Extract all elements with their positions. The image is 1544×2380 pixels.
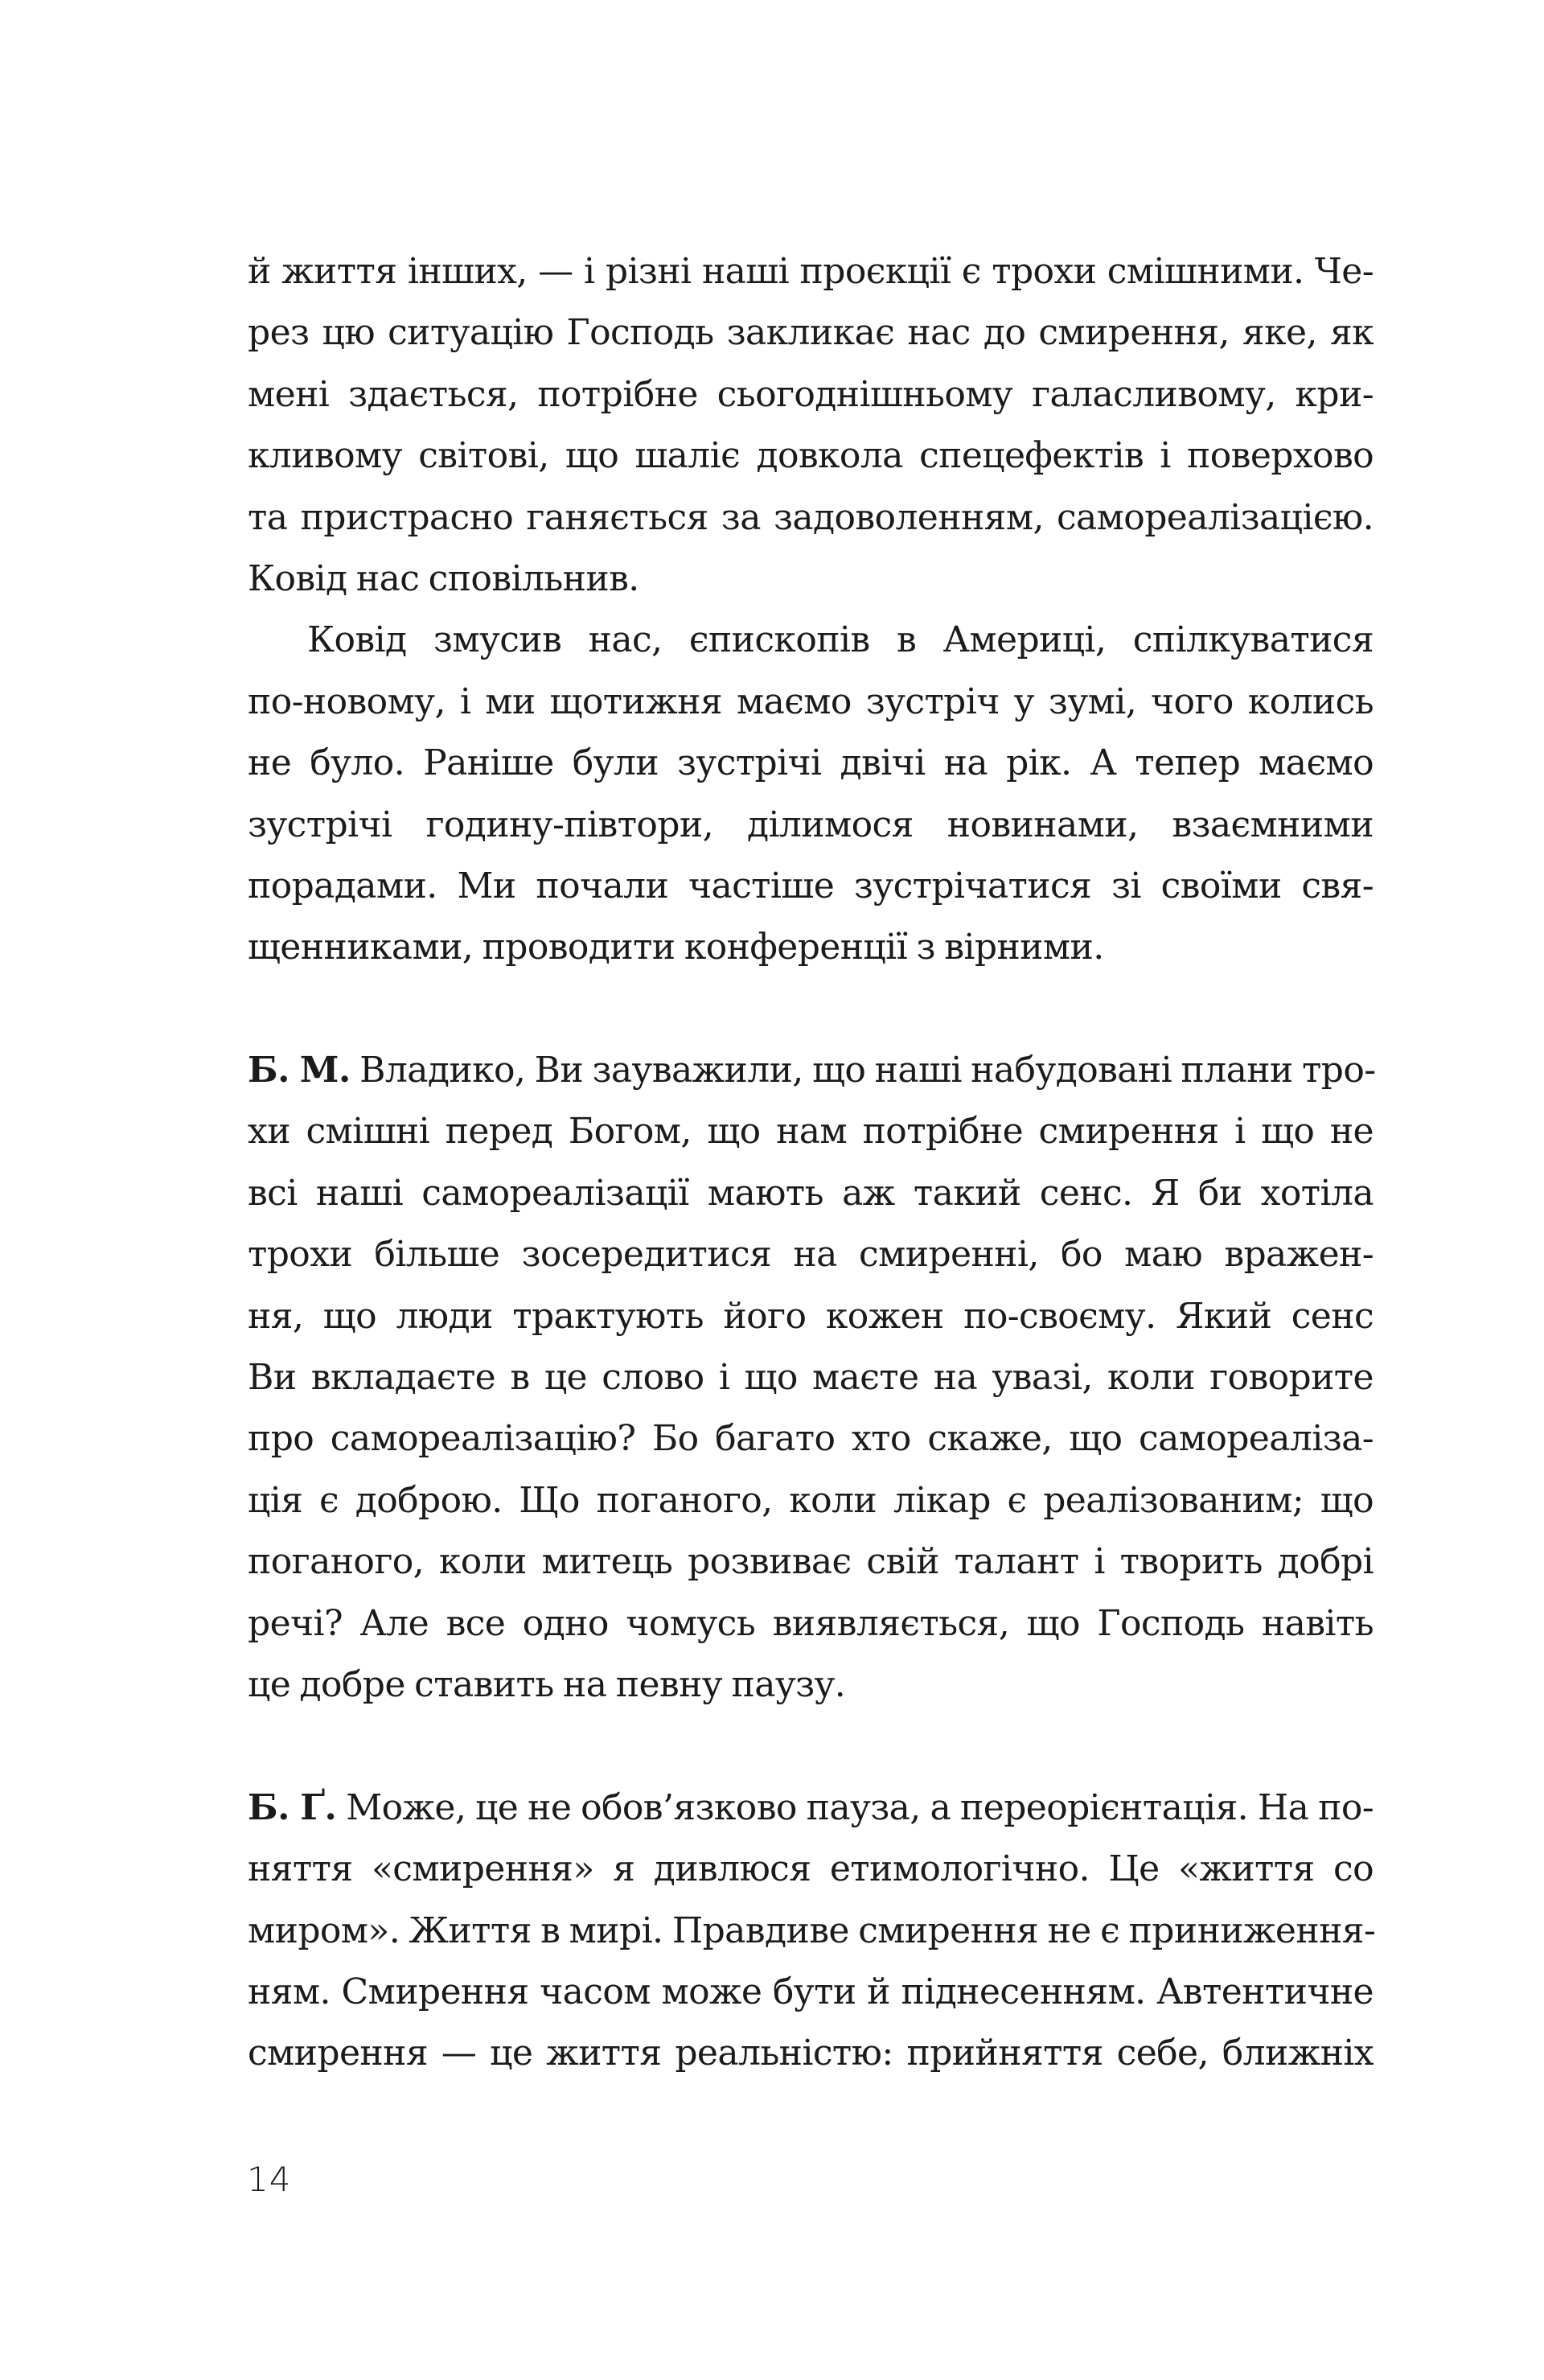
speaker-label: Б. Ґ. <box>248 1786 337 1828</box>
text-line: хи смішні перед Богом, що нам потрібне смирення і що не <box>248 1111 1374 1153</box>
text-line: Ковід нас сповільнив. <box>248 557 639 599</box>
text-line: ням. Смирення часом може бути й піднесенням. Автентичне <box>248 1971 1374 2012</box>
text-line: кливому світові, що шаліє довкола спецефектів і поверхово <box>248 435 1374 477</box>
text-line: речі? Але все одно чомусь виявляється, що Господь навіть <box>248 1602 1374 1644</box>
paragraph-indented <box>248 610 1374 978</box>
text-line-content: Владико, Ви зауважили, що наші набудовані плани тро- <box>359 1050 1376 1091</box>
dialogue-paragraph-bg <box>248 1778 1374 2085</box>
text-line: мені здається, потрібне сьогоднішньому галасливому, кри- <box>248 373 1374 415</box>
text-line: щенниками, проводити конференції з вірними. <box>248 927 1104 968</box>
page-number: 14 <box>247 2160 292 2199</box>
body-text <box>248 241 1374 2085</box>
text-line: смирення — це життя реальністю: прийняття себе, ближніх <box>248 2033 1374 2074</box>
text-line: поганого, коли митець розвиває свій талант і творить добрі <box>248 1541 1374 1583</box>
text-line-with-speaker <box>248 1778 1374 1839</box>
text-line: няття «смирення» я дивлюся етимологічно. Це «життя со <box>248 1848 1374 1890</box>
text-line: всі наші самореалізації мають аж такий сенс. Я би хотіла <box>248 1172 1374 1214</box>
text-line: не було. Раніше були зустрічі двічі на рік. А тепер маємо <box>248 742 1374 784</box>
text-line: ня, що люди трактують його кожен по-своєму. Який сенс <box>248 1295 1374 1337</box>
text-line: порадами. Ми почали частіше зустрічатися зі своїми свя- <box>248 865 1374 906</box>
text-line: ція є доброю. Що поганого, коли лікар є реалізованим; що <box>248 1479 1374 1521</box>
text-line-with-speaker <box>248 1040 1374 1101</box>
text-line: по-новому, і ми щотижня маємо зустріч у зумі, чого колись <box>248 680 1374 722</box>
text-line: й життя інших, — і різні наші проєкції є трохи смішними. Че- <box>248 251 1374 292</box>
text-line-content: Може, це не обов’язково пауза, а переорієнтація. На по- <box>346 1786 1374 1828</box>
text-line: про самореалізацію? Бо багато хто скаже, що самореаліза- <box>248 1418 1374 1460</box>
speaker-label: Б. М. <box>248 1050 351 1091</box>
text-line: Ковід змусив нас, єпископів в Америці, спілкуватися <box>307 619 1374 661</box>
text-line: та пристрасно ганяється за задоволенням, самореалізацією. <box>248 496 1374 538</box>
text-line: Ви вкладаєте в це слово і що маєте на увазі, коли говорите <box>248 1357 1374 1399</box>
text-line: миром». Життя в мирі. Правдиве смирення не є приниження- <box>248 1909 1376 1951</box>
text-line: рез цю ситуацію Господь закликає нас до смирення, яке, як <box>248 312 1374 354</box>
text-line: зустрічі годину-півтори, ділимося новинами, взаємними <box>248 804 1374 845</box>
dialogue-paragraph-bm <box>248 1040 1374 1716</box>
text-line: це добре ставить на певну паузу. <box>248 1663 846 1705</box>
paragraph-continuation <box>248 241 1374 610</box>
text-line: трохи більше зосередитися на смиренні, бо маю вражен- <box>248 1234 1374 1276</box>
